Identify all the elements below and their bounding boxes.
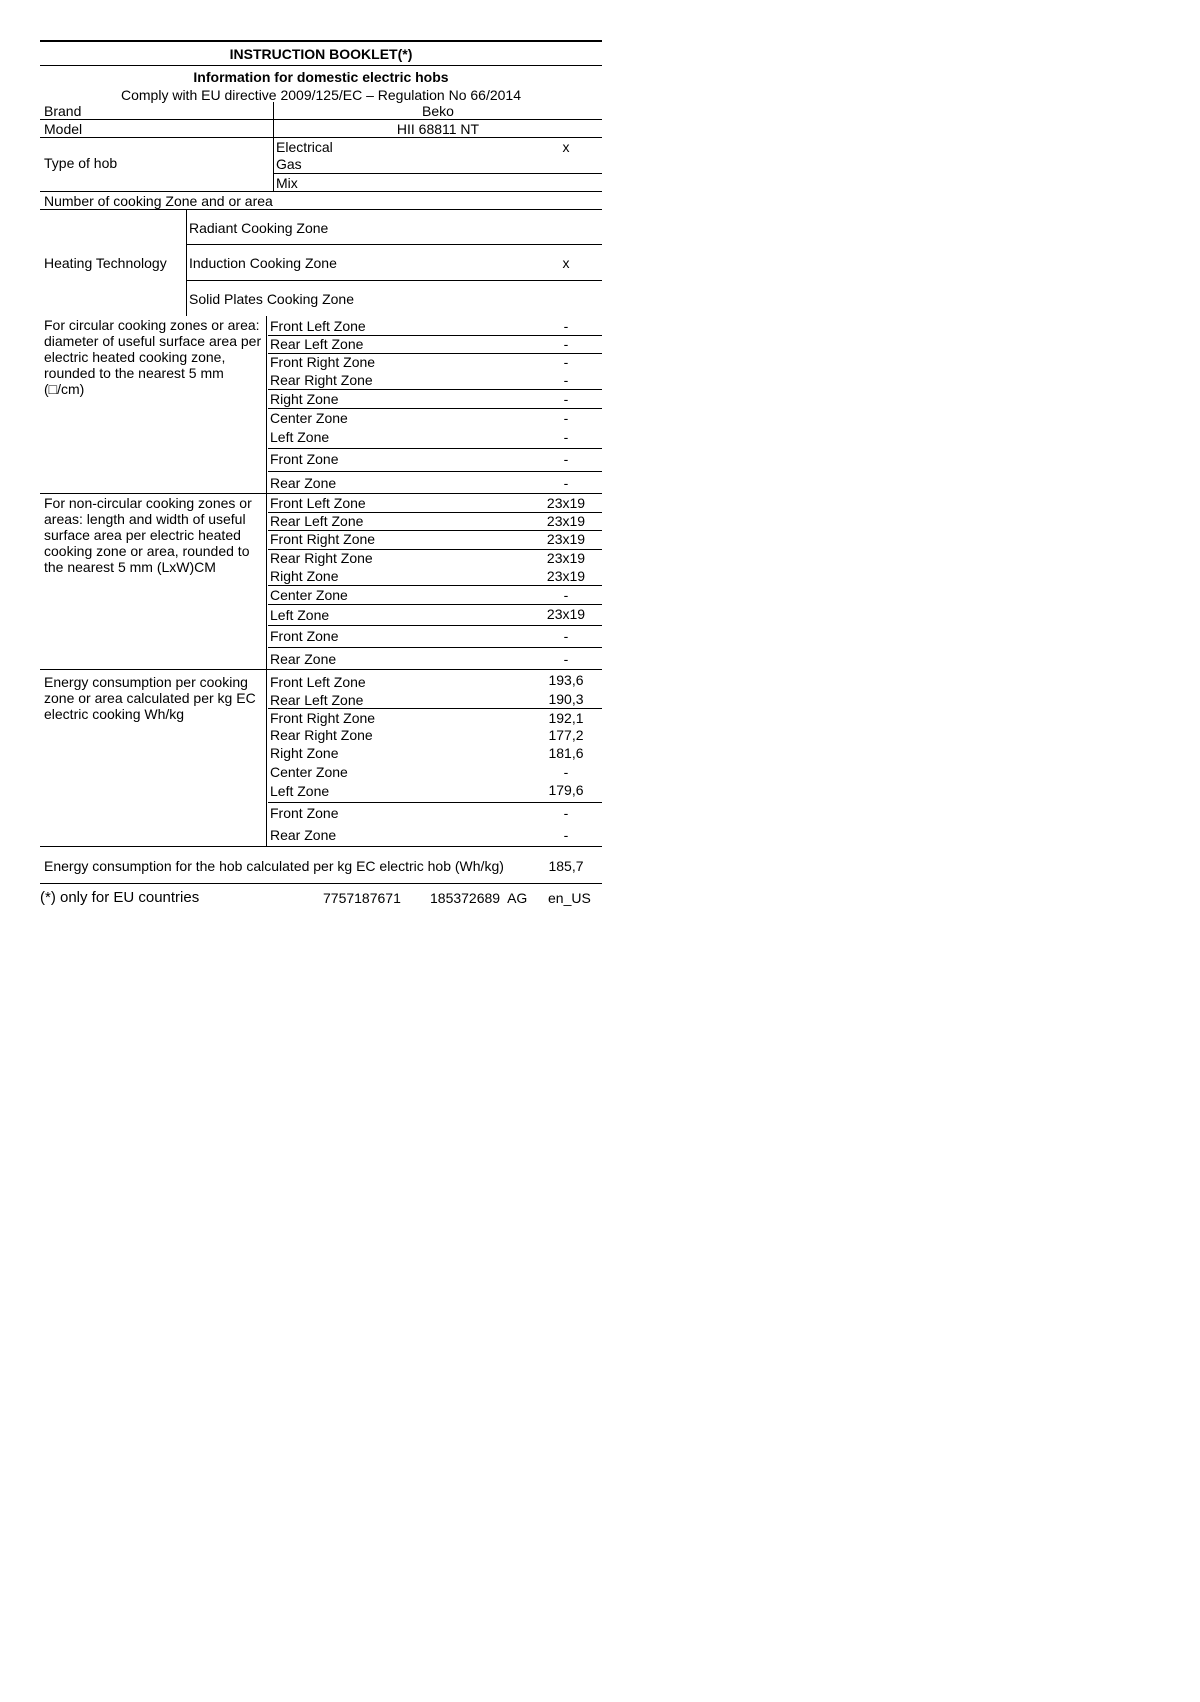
total-energy-value: 185,7 bbox=[548, 858, 584, 874]
footer-note: (*) only for EU countries bbox=[40, 889, 200, 906]
total-energy-label: Energy consumption for the hob calculated per kg EC electric hob (Wh/kg) bbox=[44, 858, 504, 874]
energy-zone-row bbox=[268, 802, 602, 824]
circular-zones-label: For circular cooking zones or area: diameter of useful surface area per electric heated cooking zone, rounded to the nearest 5 mm (□/cm) bbox=[44, 317, 262, 397]
zone-value: - bbox=[563, 354, 569, 370]
zone-name: Left Zone bbox=[270, 429, 330, 445]
energy-zone-row bbox=[268, 708, 602, 726]
zone-name: Right Zone bbox=[270, 568, 339, 584]
zone-value: 192,1 bbox=[548, 710, 584, 726]
zone-value: - bbox=[563, 410, 569, 426]
energy-zone-row bbox=[268, 824, 602, 846]
zone-value: - bbox=[563, 475, 569, 491]
booklet-title: INSTRUCTION BOOKLET(*) bbox=[229, 46, 413, 62]
zone-name: Rear Zone bbox=[270, 475, 337, 491]
zone-value: 181,6 bbox=[548, 745, 584, 761]
energy-zone-row bbox=[268, 782, 602, 802]
zone-name: Front Zone bbox=[270, 451, 339, 467]
total-energy-row bbox=[40, 847, 602, 884]
zone-name: Right Zone bbox=[270, 745, 339, 761]
noncircular-zone-row bbox=[268, 530, 602, 549]
zone-name: Front Right Zone bbox=[270, 354, 376, 370]
zone-value: 179,6 bbox=[548, 782, 584, 798]
divider bbox=[187, 244, 602, 245]
zone-name: Center Zone bbox=[270, 587, 348, 603]
heating-solid-plates: Solid Plates Cooking Zone bbox=[189, 291, 354, 307]
noncircular-zone-row bbox=[268, 549, 602, 567]
zone-name: Rear Left Zone bbox=[270, 513, 364, 529]
noncircular-zone-row bbox=[268, 604, 602, 625]
zone-value: - bbox=[563, 451, 569, 467]
noncircular-zones-label: For non-circular cooking zones or areas: length and width of useful surface area per electric heated cooking zone or area, rounded to the nearest 5 mm (LxW)CM bbox=[44, 495, 252, 575]
energy-zone-row bbox=[268, 726, 602, 744]
hob-info-sheet bbox=[40, 40, 602, 910]
hob-type-label: Type of hob bbox=[44, 155, 118, 171]
zone-value: - bbox=[563, 805, 569, 821]
heating-induction-mark: x bbox=[562, 255, 570, 271]
circular-zone-row bbox=[268, 335, 602, 353]
circular-zone-row bbox=[268, 408, 602, 427]
zone-name: Front Left Zone bbox=[270, 318, 366, 334]
zones-count-row bbox=[40, 192, 602, 210]
hob-type-electrical-mark: x bbox=[562, 139, 570, 155]
zone-name: Front Left Zone bbox=[270, 674, 366, 690]
circular-zone-row bbox=[268, 471, 602, 493]
noncircular-zone-row bbox=[268, 512, 602, 530]
hob-type-row bbox=[40, 138, 602, 192]
zone-value: 177,2 bbox=[548, 727, 584, 743]
model-row bbox=[40, 120, 602, 138]
model-value: HII 68811 NT bbox=[396, 121, 480, 137]
zone-name: Front Right Zone bbox=[270, 531, 376, 547]
zone-name: Rear Zone bbox=[270, 827, 337, 843]
noncircular-zone-row bbox=[268, 585, 602, 604]
circular-zone-row bbox=[268, 371, 602, 389]
zone-value: - bbox=[563, 372, 569, 388]
divider bbox=[273, 138, 274, 191]
booklet-title-row bbox=[40, 42, 602, 66]
zone-value: 23x19 bbox=[546, 550, 586, 566]
brand-label: Brand bbox=[44, 103, 82, 119]
circular-zones-block bbox=[40, 316, 602, 494]
zone-name: Rear Left Zone bbox=[270, 336, 364, 352]
hob-type-electrical: Electrical bbox=[276, 139, 333, 155]
heating-radiant: Radiant Cooking Zone bbox=[189, 220, 329, 236]
zone-value: - bbox=[563, 651, 569, 667]
energy-zones-block bbox=[40, 670, 602, 847]
zone-value: - bbox=[563, 628, 569, 644]
heating-induction: Induction Cooking Zone bbox=[189, 255, 337, 271]
zone-name: Front Zone bbox=[270, 805, 339, 821]
hob-type-gas: Gas bbox=[276, 156, 302, 172]
model-label: Model bbox=[44, 121, 83, 137]
zone-value: - bbox=[563, 336, 569, 352]
footer-code-1: 7757187671 bbox=[323, 890, 401, 906]
zone-name: Rear Zone bbox=[270, 651, 337, 667]
zone-name: Front Zone bbox=[270, 628, 339, 644]
zone-name: Rear Right Zone bbox=[270, 550, 373, 566]
circular-zone-row bbox=[268, 448, 602, 471]
footer-row bbox=[40, 884, 602, 910]
energy-zone-row bbox=[268, 670, 602, 689]
zone-name: Front Right Zone bbox=[270, 710, 376, 726]
energy-zone-row bbox=[268, 763, 602, 782]
noncircular-zone-row bbox=[268, 625, 602, 647]
zone-value: 23x19 bbox=[546, 531, 586, 547]
heating-technology-row bbox=[40, 210, 602, 316]
subtitle: Information for domestic electric hobs bbox=[193, 69, 449, 85]
divider bbox=[266, 316, 267, 493]
brand-value: Beko bbox=[422, 103, 454, 119]
zone-name: Rear Left Zone bbox=[270, 692, 364, 708]
noncircular-zones-block bbox=[40, 494, 602, 670]
heating-technology-label: Heating Technology bbox=[44, 255, 167, 271]
zone-name: Rear Right Zone bbox=[270, 372, 373, 388]
footer-code-2: 185372689 AG bbox=[430, 890, 528, 906]
zone-value: - bbox=[563, 391, 569, 407]
zone-name: Center Zone bbox=[270, 410, 348, 426]
circular-zone-row bbox=[268, 316, 602, 335]
zone-value: 190,3 bbox=[548, 691, 584, 707]
zone-name: Rear Right Zone bbox=[270, 727, 373, 743]
zone-name: Front Left Zone bbox=[270, 495, 366, 511]
directive-text: Comply with EU directive 2009/125/EC – Regulation No 66/2014 bbox=[120, 87, 521, 103]
zone-name: Center Zone bbox=[270, 764, 348, 780]
zone-value: - bbox=[563, 827, 569, 843]
divider bbox=[266, 494, 267, 669]
zone-value: 23x19 bbox=[546, 568, 586, 584]
noncircular-zone-row bbox=[268, 567, 602, 585]
zone-value: 23x19 bbox=[546, 513, 586, 529]
zones-count-label: Number of cooking Zone and or area bbox=[44, 193, 273, 209]
footer-locale: en_US bbox=[548, 890, 591, 906]
circular-zone-row bbox=[268, 389, 602, 408]
zone-name: Left Zone bbox=[270, 783, 330, 799]
zone-name: Right Zone bbox=[270, 391, 339, 407]
zone-value: - bbox=[563, 764, 569, 780]
zone-value: 23x19 bbox=[546, 606, 586, 622]
divider bbox=[274, 173, 602, 174]
energy-zones-label: Energy consumption per cooking zone or area calculated per kg EC electric cooking Wh/kg bbox=[44, 674, 256, 722]
hob-type-mix: Mix bbox=[276, 175, 298, 191]
subtitle-row bbox=[40, 66, 602, 102]
zone-value: 23x19 bbox=[546, 495, 586, 511]
zone-value: - bbox=[563, 429, 569, 445]
zone-value: - bbox=[563, 587, 569, 603]
zone-name: Left Zone bbox=[270, 607, 330, 623]
zone-value: 193,6 bbox=[548, 672, 584, 688]
zone-value: - bbox=[563, 318, 569, 334]
divider bbox=[186, 210, 187, 316]
circular-zone-row bbox=[268, 353, 602, 371]
circular-zone-row bbox=[268, 427, 602, 448]
energy-zone-row bbox=[268, 744, 602, 763]
energy-zone-row bbox=[268, 689, 602, 708]
divider bbox=[187, 280, 602, 281]
noncircular-zone-row bbox=[268, 647, 602, 669]
noncircular-zone-row bbox=[268, 494, 602, 512]
brand-row bbox=[40, 102, 602, 120]
